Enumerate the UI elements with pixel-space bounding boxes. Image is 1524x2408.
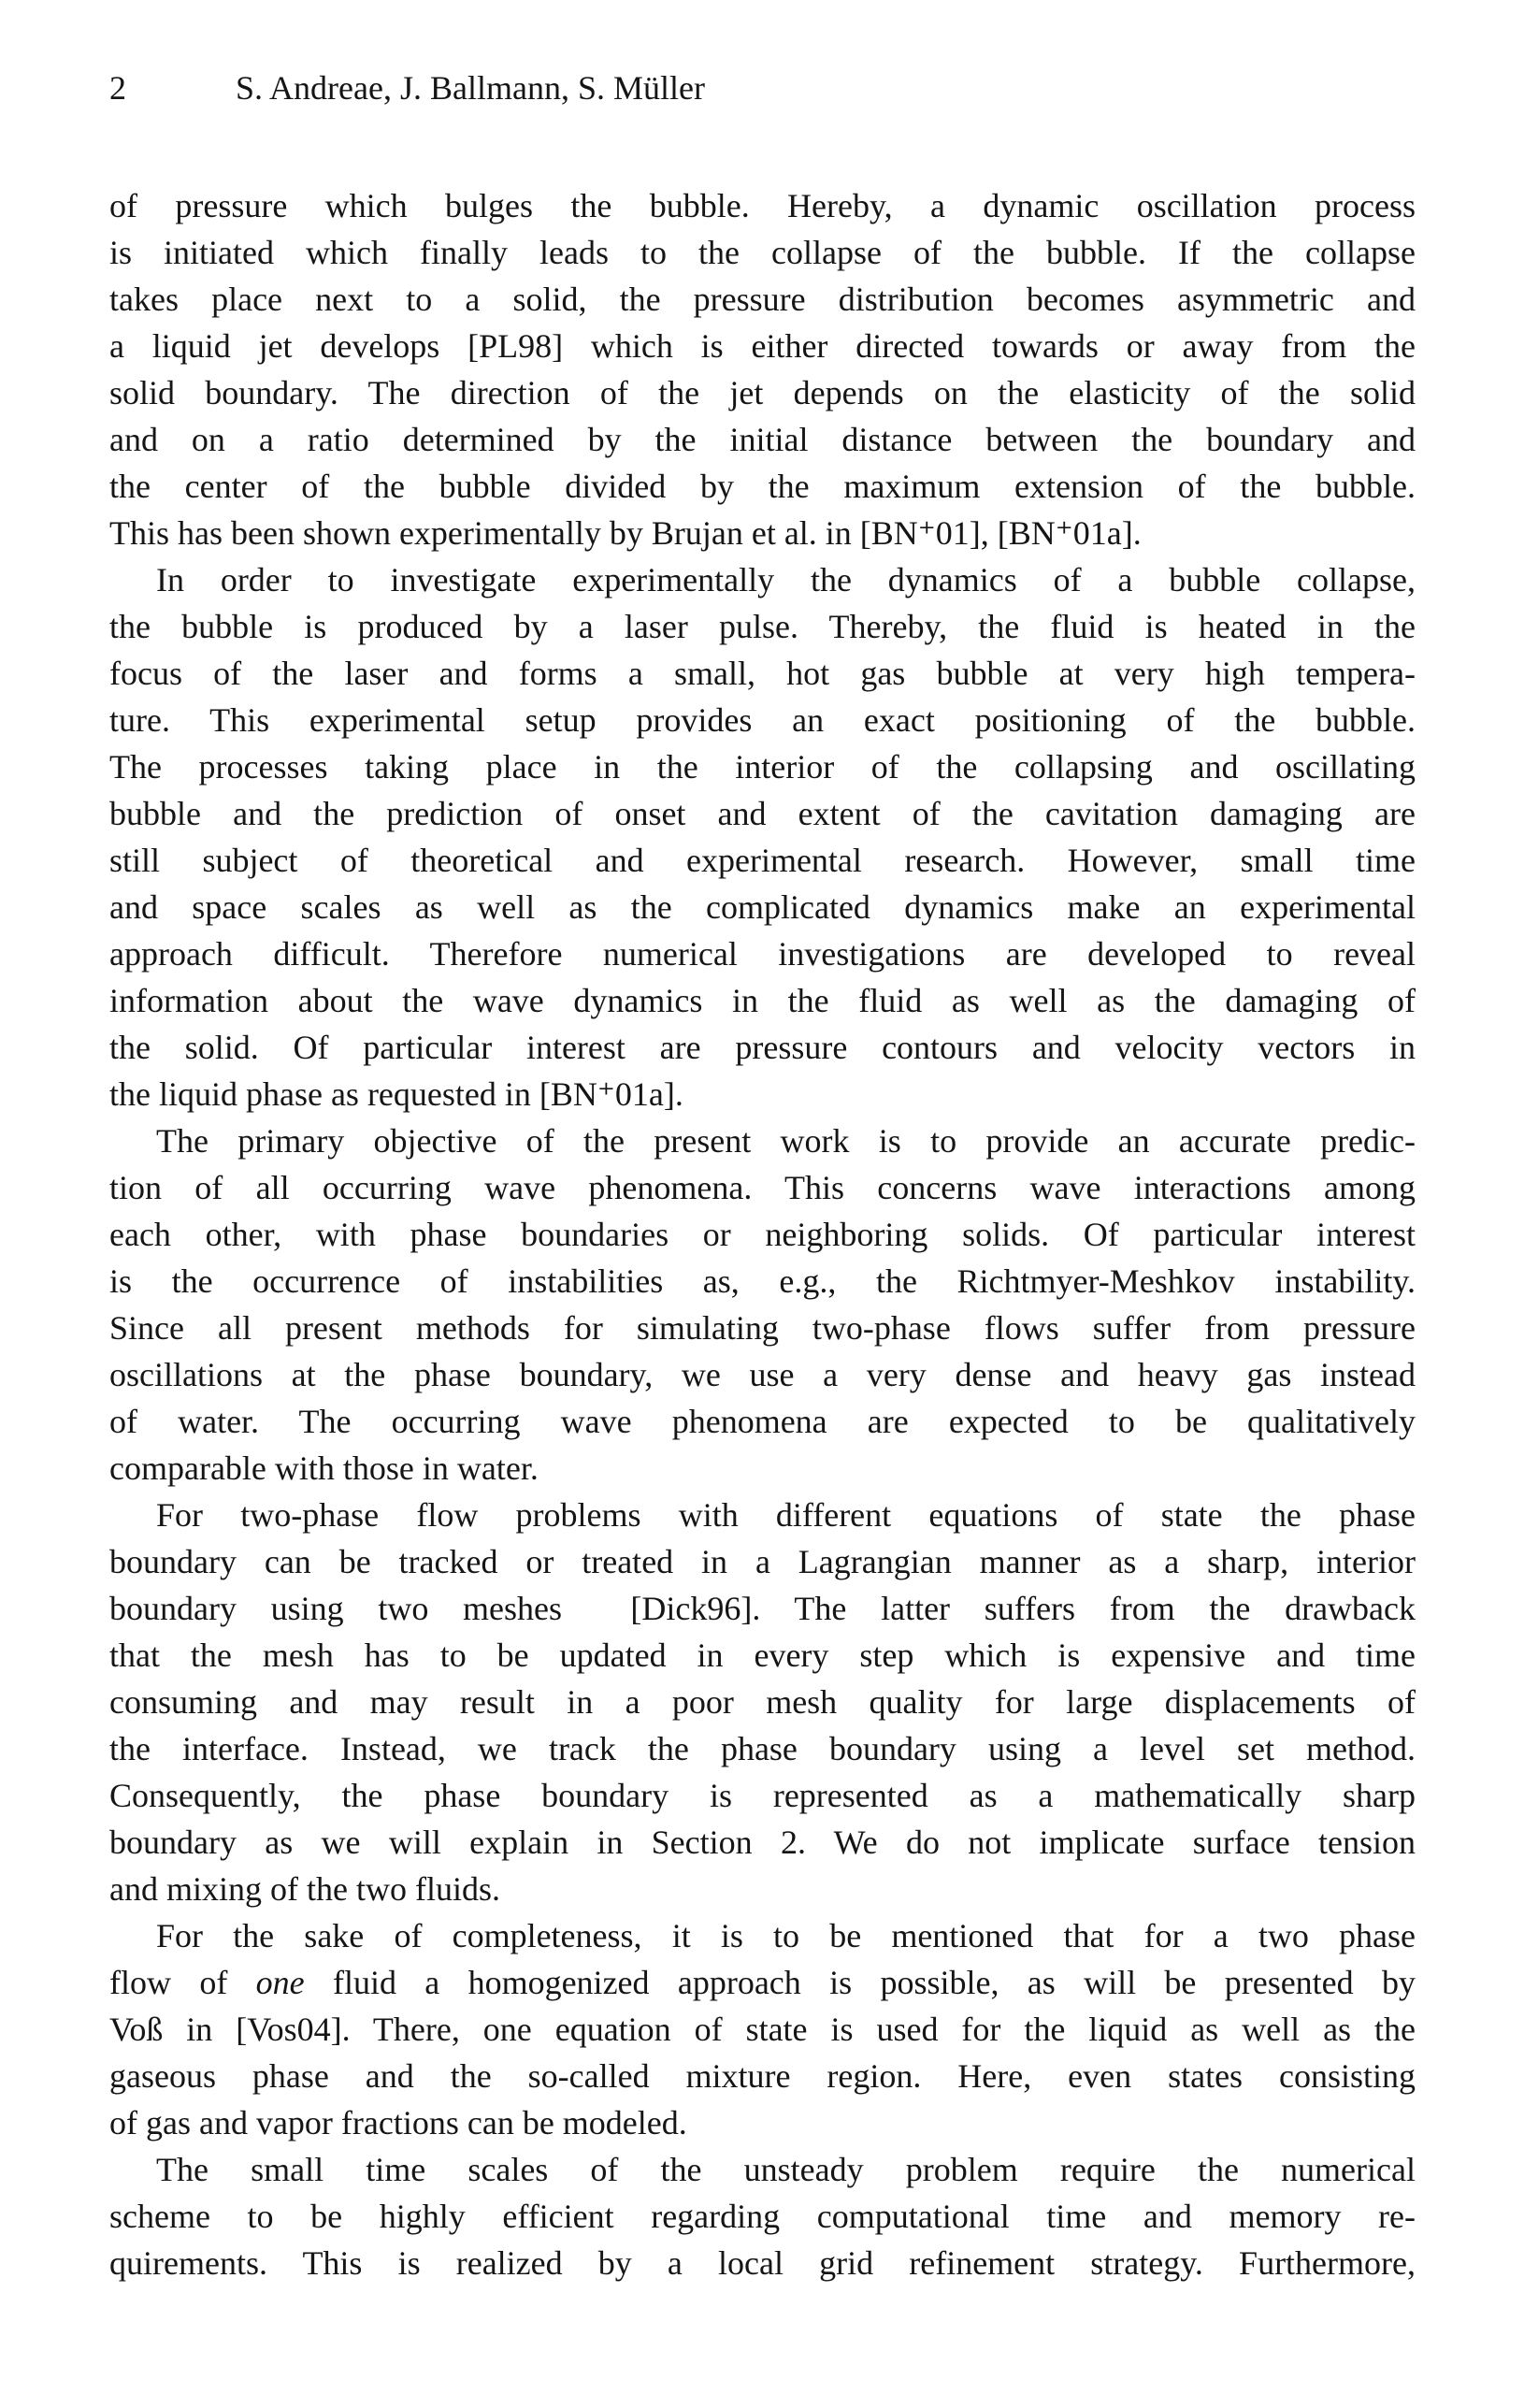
paragraph bbox=[109, 556, 1416, 1117]
text-line: consuming and may result in a poor mesh quality for large displacements of bbox=[109, 1683, 1416, 1721]
text-line: ture. This experimental setup provides an exact positioning of the bubble. bbox=[109, 701, 1416, 739]
text-line: For two-phase flow problems with different equations of state the phase bbox=[156, 1496, 1416, 1534]
text-line: the solid. Of particular interest are pressure contours and velocity vectors in bbox=[109, 1029, 1416, 1066]
text-line: The primary objective of the present work is to provide an accurate predic- bbox=[156, 1122, 1416, 1160]
text-line: focus of the laser and forms a small, hot gas bubble at very high tempera- bbox=[109, 655, 1416, 692]
text-line: flow of one fluid a homogenized approach is possible, as will be presented by bbox=[109, 1964, 1416, 2001]
paragraph bbox=[109, 1492, 1416, 1912]
text-line: the liquid phase as requested in [BN⁺01a]. bbox=[109, 1075, 683, 1113]
text-line: bubble and the prediction of onset and extent of the cavitation damaging are bbox=[109, 795, 1416, 832]
text-line: a liquid jet develops [PL98] which is either directed towards or away from the bbox=[109, 327, 1416, 365]
text-line: approach difficult. Therefore numerical investigations are developed to reveal bbox=[109, 935, 1416, 973]
page-body bbox=[109, 182, 1416, 2286]
text-line: Since all present methods for simulating two-phase flows suffer from pressure bbox=[109, 1309, 1416, 1347]
paragraph bbox=[109, 2146, 1416, 2286]
text-line: scheme to be highly efficient regarding computational time and memory re- bbox=[109, 2198, 1416, 2235]
text-line: quirements. This is realized by a local grid refinement strategy. Furthermore, bbox=[109, 2244, 1416, 2282]
text-line: is the occurrence of instabilities as, e.g., the Richtmyer-Meshkov instability. bbox=[109, 1262, 1416, 1300]
text-line: In order to investigate experimentally the dynamics of a bubble collapse, bbox=[156, 561, 1416, 598]
text-line: of water. The occurring wave phenomena are expected to be qualitatively bbox=[109, 1403, 1416, 1440]
running-title: S. Andreae, J. Ballmann, S. Müller bbox=[236, 69, 705, 107]
text-line: comparable with those in water. bbox=[109, 1449, 539, 1487]
paragraph bbox=[109, 1912, 1416, 2146]
text-line: the interface. Instead, we track the phase boundary using a level set method. bbox=[109, 1730, 1416, 1767]
paragraph bbox=[109, 182, 1416, 556]
text-line: oscillations at the phase boundary, we use a very dense and heavy gas instead bbox=[109, 1356, 1416, 1393]
text-line: information about the wave dynamics in the fluid as well as the damaging of bbox=[109, 982, 1416, 1019]
text-line: gaseous phase and the so-called mixture region. Here, even states consisting bbox=[109, 2057, 1416, 2095]
text-line: solid boundary. The direction of the jet depends on the elasticity of the solid bbox=[109, 374, 1416, 411]
text-line: Consequently, the phase boundary is represented as a mathematically sharp bbox=[109, 1777, 1416, 1814]
text-line: The small time scales of the unsteady problem require the numerical bbox=[156, 2151, 1416, 2188]
text-line: and mixing of the two fluids. bbox=[109, 1870, 500, 1908]
text-line: and on a ratio determined by the initial distance between the boundary and bbox=[109, 421, 1416, 458]
paragraph bbox=[109, 1117, 1416, 1492]
text-line: The processes taking place in the interior of the collapsing and oscillating bbox=[109, 748, 1416, 786]
text-line: the bubble is produced by a laser pulse. Thereby, the fluid is heated in the bbox=[109, 608, 1416, 645]
text-line: tion of all occurring wave phenomena. This concerns wave interactions among bbox=[109, 1169, 1416, 1206]
text-line: Voß in [Vos04]. There, one equation of state is used for the liquid as well as the bbox=[109, 2011, 1416, 2048]
text-line: still subject of theoretical and experimental research. However, small time bbox=[109, 842, 1416, 879]
text-line: takes place next to a solid, the pressure distribution becomes asymmetric and bbox=[109, 281, 1416, 318]
text-line: boundary as we will explain in Section 2. We do not implicate surface tension bbox=[109, 1824, 1416, 1861]
text-line: boundary can be tracked or treated in a Lagrangian manner as a sharp, interior bbox=[109, 1543, 1416, 1580]
text-line: each other, with phase boundaries or neighboring solids. Of particular interest bbox=[109, 1216, 1416, 1253]
text-line: and space scales as well as the complicated dynamics make an experimental bbox=[109, 888, 1416, 926]
text-line: This has been shown experimentally by Brujan et al. in [BN⁺01], [BN⁺01a]. bbox=[109, 514, 1142, 552]
text-line: of gas and vapor fractions can be modeled. bbox=[109, 2104, 687, 2141]
page-header bbox=[109, 67, 1416, 108]
text-line: that the mesh has to be updated in every step which is expensive and time bbox=[109, 1637, 1416, 1674]
text-line: of pressure which bulges the bubble. Hereby, a dynamic oscillation process bbox=[109, 187, 1416, 224]
text-line: is initiated which finally leads to the collapse of the bubble. If the collapse bbox=[109, 234, 1416, 271]
text-line: For the sake of completeness, it is to be mentioned that for a two phase bbox=[156, 1917, 1416, 1954]
text-line: boundary using two meshes [Dick96]. The latter suffers from the drawback bbox=[109, 1590, 1416, 1627]
text-line: the center of the bubble divided by the maximum extension of the bubble. bbox=[109, 468, 1416, 505]
page-number: 2 bbox=[109, 69, 126, 107]
